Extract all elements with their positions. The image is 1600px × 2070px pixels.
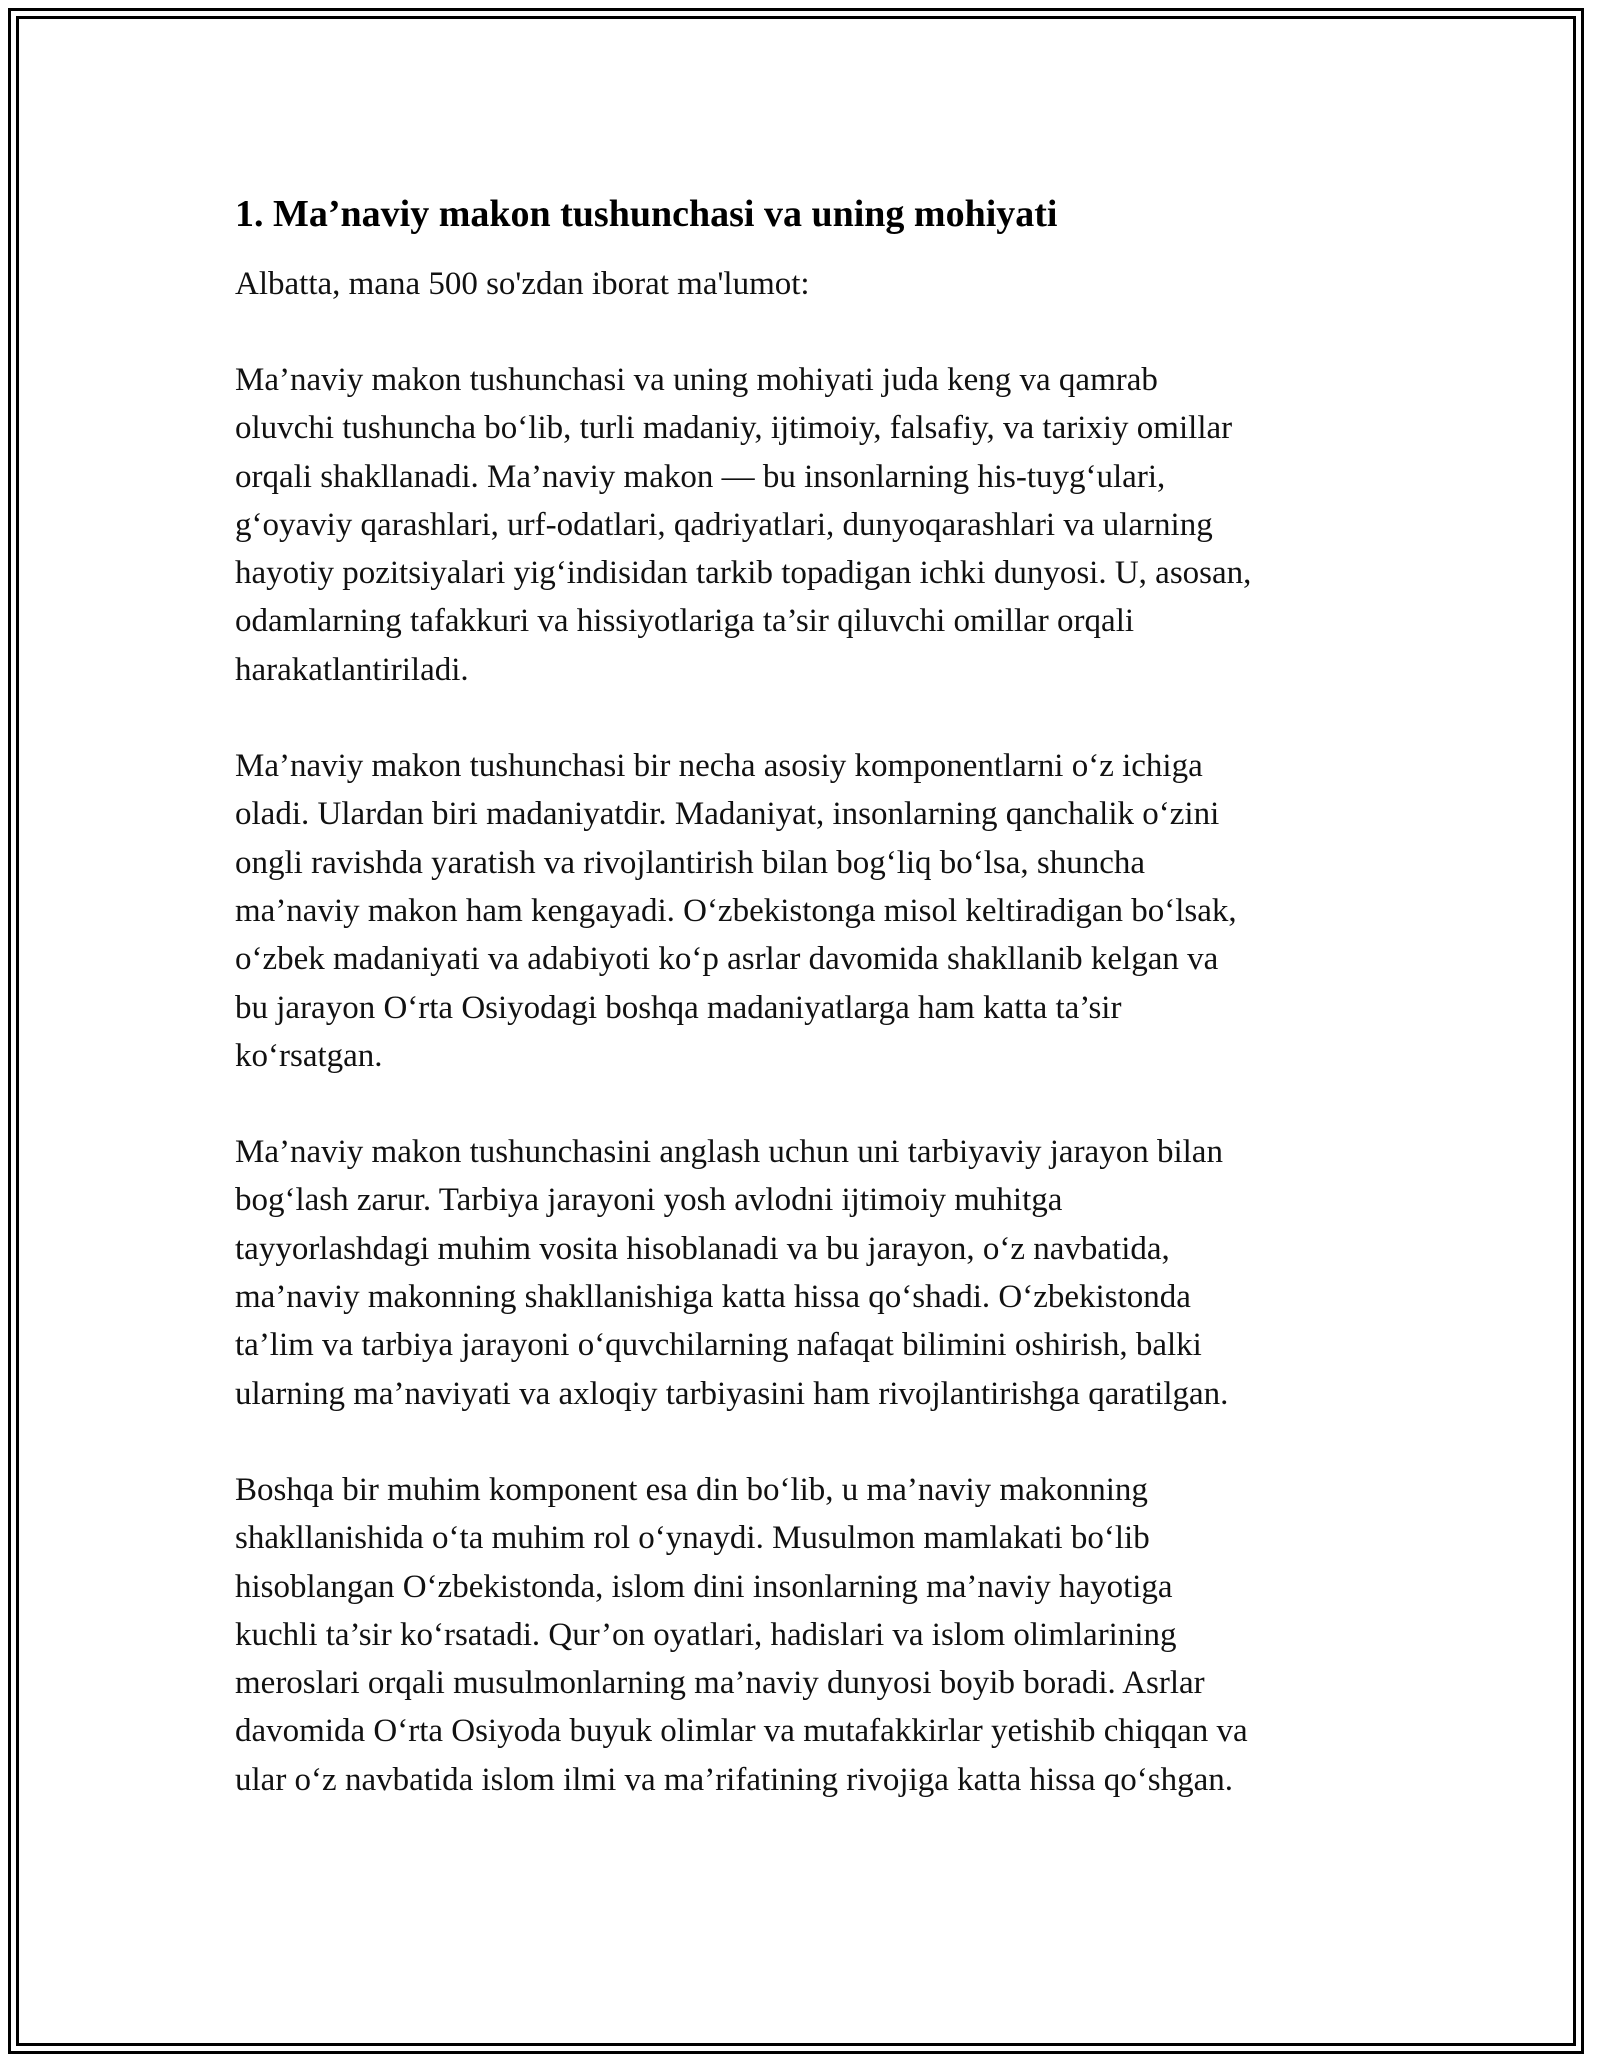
text-line: oluvchi tushuncha boʻlib, turli madaniy, ijtimoiy, falsafiy, va tarixiy omillar — [235, 410, 1233, 447]
text-line: Ma’naviy makon tushunchasi va uning mohiyati juda keng va qamrab — [235, 362, 1158, 398]
text-line: ma’naviy makonning shakllanishiga katta hissa qoʻshadi. Oʻzbekistonda — [235, 1279, 1191, 1316]
text-line: odamlarning tafakkuri va hissiyotlariga ta’sir qiluvchi omillar orqali — [235, 603, 1135, 640]
paragraph-1 — [235, 356, 1375, 694]
text-line: ongli ravishda yaratish va rivojlantirish bilan bogʻliq boʻlsa, shuncha — [235, 844, 1146, 881]
text-line: ta’lim va tarbiya jarayoni oʻquvchilarning nafaqat bilimini oshirish, balki — [235, 1327, 1202, 1364]
text-line: hayotiy pozitsiyalari yigʻindisidan tarkib topadigan ichki dunyosi. U, asosan, — [235, 555, 1252, 592]
text-line: hisoblangan Oʻzbekistonda, islom dini insonlarning ma’naviy hayotiga — [235, 1568, 1173, 1605]
text-line: oʻzbek madaniyati va adabiyoti koʻp asrlar davomida shakllanib kelgan va — [235, 941, 1219, 978]
text-line: kuchli ta’sir koʻrsatadi. Qur’on oyatlari, hadislari va islom olimlarining — [235, 1616, 1177, 1653]
paragraph-3 — [235, 1128, 1375, 1418]
text-line: gʻoyaviy qarashlari, urf-odatlari, qadriyatlari, dunyoqarashlari va ularning — [235, 506, 1213, 543]
text-line: Ma’naviy makon tushunchasi bir necha asosiy komponentlarni oʻz ichiga — [235, 748, 1203, 785]
text-line: ma’naviy makon ham kengayadi. Oʻzbekistonga misol keltiradigan boʻlsak, — [235, 892, 1237, 929]
text-line: orqali shakllanadi. Ma’naviy makon — bu insonlarning his-tuygʻulari, — [235, 458, 1166, 495]
text-line: shakllanishida oʻta muhim rol oʻynaydi. Musulmon mamlakati boʻlib — [235, 1520, 1150, 1557]
section-heading: 1. Ma’naviy makon tushunchasi va uning mohiyati — [235, 193, 1058, 235]
intro-line: Albatta, mana 500 so'zdan iborat ma'lumot: — [235, 266, 810, 302]
document-body — [235, 190, 1375, 1852]
text-line: bu jarayon Oʻrta Osiyodagi boshqa madaniyatlarga ham katta ta’sir — [235, 989, 1122, 1026]
text-line: Boshqa bir muhim komponent esa din boʻlib, u ma’naviy makonning — [235, 1471, 1148, 1508]
paragraph-4 — [235, 1466, 1375, 1804]
text-line: bogʻlash zarur. Tarbiya jarayoni yosh avlodni ijtimoiy muhitga — [235, 1182, 1063, 1219]
text-line: tayyorlashdagi muhim vosita hisoblanadi va bu jarayon, oʻz navbatida, — [235, 1230, 1170, 1267]
text-line: Ma’naviy makon tushunchasini anglash uchun uni tarbiyaviy jarayon bilan — [235, 1134, 1223, 1171]
text-line: meroslari orqali musulmonlarning ma’naviy dunyosi boyib boradi. Asrlar — [235, 1665, 1205, 1702]
paragraph-2 — [235, 742, 1375, 1080]
text-line: koʻrsatgan. — [235, 1037, 383, 1074]
text-line: harakatlantiriladi. — [235, 651, 469, 688]
text-line: davomida Oʻrta Osiyoda buyuk olimlar va mutafakkirlar yetishib chiqqan va — [235, 1713, 1248, 1750]
text-line: ular oʻz navbatida islom ilmi va ma’rifatining rivojiga katta hissa qoʻshgan. — [235, 1761, 1233, 1798]
text-line: ularning ma’naviyati va axloqiy tarbiyasini ham rivojlantirishga qaratilgan. — [235, 1375, 1229, 1412]
text-line: oladi. Ulardan biri madaniyatdir. Madaniyat, insonlarning qanchalik oʻzini — [235, 796, 1220, 833]
